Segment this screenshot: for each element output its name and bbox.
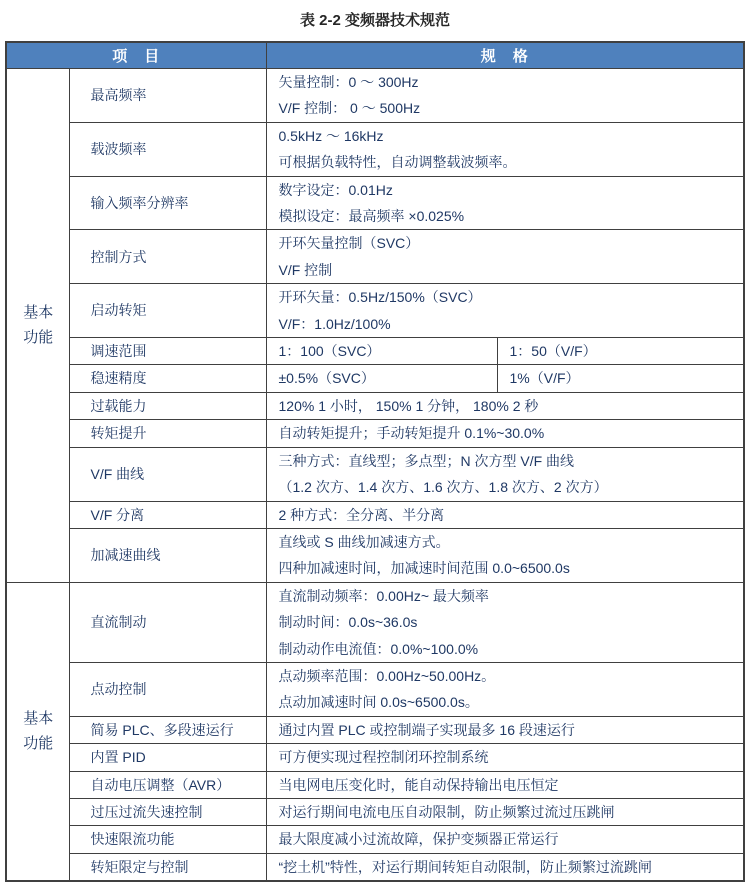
item-cell: 转矩限定与控制: [70, 853, 266, 881]
spec-cell: 2 种方式：全分离、半分离: [266, 501, 744, 528]
item-cell: 内置 PID: [70, 744, 266, 771]
column-header-item: 项 目: [6, 42, 266, 69]
table-row: [6, 853, 744, 881]
table-row: [6, 69, 744, 123]
table-row: [6, 744, 744, 771]
table-row: [6, 528, 744, 582]
spec-cell-right: 1：50（V/F）: [497, 338, 744, 365]
table-row: [6, 122, 744, 176]
spec-cell: 120% 1 小时， 150% 1 分钟， 180% 2 秒: [266, 392, 744, 419]
table-row: [6, 176, 744, 230]
spec-cell: 自动转矩提升；手动转矩提升 0.1%~30.0%: [266, 420, 744, 447]
table-row: [6, 501, 744, 528]
table-row: [6, 582, 744, 662]
spec-line: 开环矢量控制（SVC）: [278, 235, 420, 252]
spec-cell: 最大限度减小过流故障，保护变频器正常运行: [266, 826, 744, 853]
spec-line: V/F 控制： 0 ～ 500Hz: [278, 100, 421, 117]
item-cell: 转矩提升: [70, 420, 266, 447]
spec-cell: [266, 662, 744, 716]
column-header-spec: 规 格: [266, 42, 744, 69]
table-title: 表 2-2 变频器技术规范: [299, 12, 450, 29]
spec-cell-left: 1：100（SVC）: [266, 338, 497, 365]
item-cell: 快速限流功能: [70, 826, 266, 853]
item-cell: 加减速曲线: [70, 528, 266, 582]
table-row: [6, 662, 744, 716]
item-cell: 过载能力: [70, 392, 266, 419]
spec-line: 四种加减速时间，加减速时间范围 0.0~6500.0s: [278, 560, 570, 577]
spec-line: 点动加减速时间 0.0s~6500.0s。: [278, 694, 479, 711]
spec-table: [5, 41, 745, 882]
item-cell: 调速范围: [70, 338, 266, 365]
table-row: [6, 230, 744, 284]
item-cell: 自动电压调整（AVR）: [70, 771, 266, 798]
item-cell: 点动控制: [70, 662, 266, 716]
spec-line: 0.5kHz ～ 16kHz: [278, 127, 384, 144]
spec-line: 制动动作电流值：0.0%~100.0%: [278, 640, 479, 657]
header-row: [6, 42, 744, 69]
spec-cell: [266, 176, 744, 230]
spec-line: V/F：1.0Hz/100%: [278, 315, 391, 332]
group-label-cell: [6, 69, 70, 583]
table-row: [6, 392, 744, 419]
spec-cell: 对运行期间电流电压自动限制，防止频繁过流过压跳闸: [266, 798, 744, 825]
spec-cell: [266, 447, 744, 501]
spec-line: 点动频率范围：0.00Hz~50.00Hz。: [278, 667, 496, 684]
item-cell: 过压过流失速控制: [70, 798, 266, 825]
item-cell: 稳速精度: [70, 365, 266, 392]
spec-line: 模拟设定：最高频率 ×0.025%: [278, 208, 465, 225]
spec-cell: 可方便实现过程控制闭环控制系统: [266, 744, 744, 771]
group-label: 基本功能: [23, 710, 54, 753]
table-row: [6, 338, 744, 365]
spec-line: 直流制动频率：0.00Hz~ 最大频率: [278, 587, 489, 604]
spec-cell: [266, 582, 744, 662]
spec-cell: 通过内置 PLC 或控制端子实现最多 16 段速运行: [266, 716, 744, 743]
spec-cell: 当电网电压变化时，能自动保持输出电压恒定: [266, 771, 744, 798]
item-cell: V/F 分离: [70, 501, 266, 528]
spec-cell: “挖土机”特性，对运行期间转矩自动限制，防止频繁过流跳闸: [266, 853, 744, 881]
table-row: [6, 798, 744, 825]
spec-line: 三种方式：直线型；多点型；N 次方型 V/F 曲线: [278, 452, 575, 469]
spec-cell: [266, 122, 744, 176]
spec-cell: [266, 69, 744, 123]
table-row: [6, 447, 744, 501]
item-cell: 输入频率分辨率: [70, 176, 266, 230]
group-label-cell: [6, 582, 70, 881]
spec-line: （1.2 次方、1.4 次方、1.6 次方、1.8 次方、2 次方）: [278, 479, 608, 496]
spec-line: 直线或 S 曲线加减速方式。: [278, 533, 450, 550]
table-row: [6, 365, 744, 392]
table-row: [6, 716, 744, 743]
spec-cell: [266, 230, 744, 284]
spec-cell: [266, 284, 744, 338]
spec-line: 开环矢量：0.5Hz/150%（SVC）: [278, 289, 482, 306]
spec-line: 可根据负载特性，自动调整载波频率。: [278, 154, 517, 171]
table-row: [6, 771, 744, 798]
spec-line: 制动时间：0.0s~36.0s: [278, 614, 418, 631]
table-row: [6, 284, 744, 338]
spec-line: 矢量控制：0 ～ 300Hz: [278, 74, 419, 90]
item-cell: 最高频率: [70, 69, 266, 123]
spec-cell: [266, 528, 744, 582]
group-label: 基本功能: [23, 304, 54, 347]
item-cell: V/F 曲线: [70, 447, 266, 501]
spec-cell-left: ±0.5%（SVC）: [266, 365, 497, 392]
spec-line: 数字设定：0.01Hz: [278, 181, 393, 198]
table-row: [6, 420, 744, 447]
item-cell: 控制方式: [70, 230, 266, 284]
item-cell: 启动转矩: [70, 284, 266, 338]
item-cell: 载波频率: [70, 122, 266, 176]
item-cell: 直流制动: [70, 582, 266, 662]
item-cell: 简易 PLC、多段速运行: [70, 716, 266, 743]
spec-cell-right: 1%（V/F）: [497, 365, 744, 392]
table-row: [6, 826, 744, 853]
spec-line: V/F 控制: [278, 261, 333, 278]
